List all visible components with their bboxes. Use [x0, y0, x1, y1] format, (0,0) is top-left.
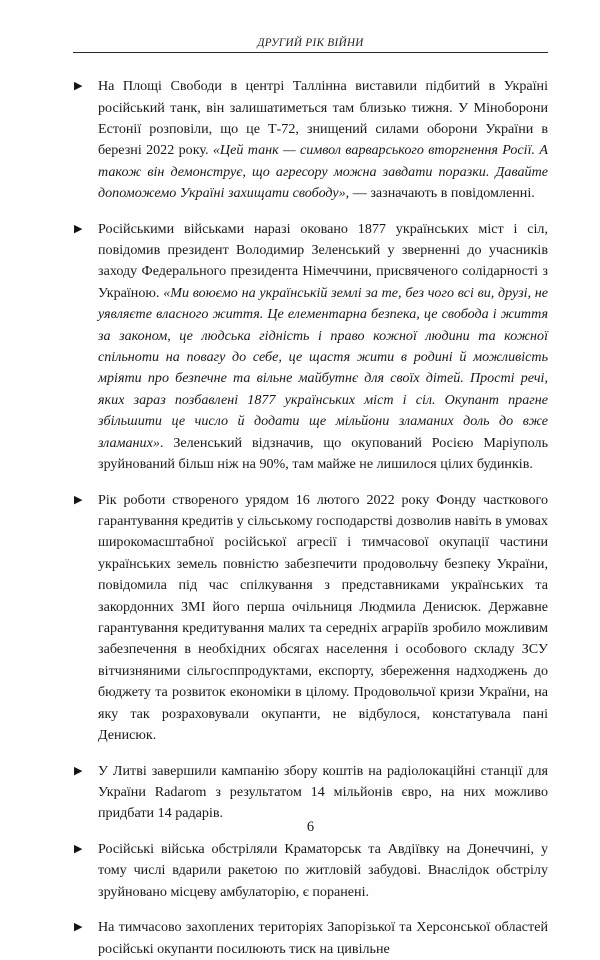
body-text: На Площі Свободи в центрі Таллінна виставили підбитий в Україні російський танк, він залишатиметься там близько тижня. У Міноборони Естонії розповіли, що це Т-72, знищений силами оборони України в березні 2022 року. — [98, 78, 548, 159]
header-rule — [73, 52, 548, 53]
bullet-item — [73, 76, 548, 204]
body-text: , — зазначають в повідомленні. — [345, 185, 535, 202]
triangle-bullet-icon: ▶ — [74, 80, 83, 93]
body-text: Російськими військами наразі оковано 1877 українських міст і сіл, повідомив президент Володимир Зеленський у зверненні до учасників заходу Федерального президента Німеччини, присвяченого солідарності з Україною. — [98, 220, 548, 301]
bullet-item — [73, 917, 548, 960]
bullet-item — [73, 839, 548, 903]
bullet-item — [73, 219, 548, 476]
body-text: Рік роботи створеного урядом 16 лютого 2022 року Фонду часткового гарантування кредитів у сільському господарстві дозволив навіть в умовах широкомасштабної російської агресії і тимчасової окупації частини українських земель повністю забезпечити продовольчу безпеку України, повідомила під час спілкування з представниками українських та закордонних ЗМІ його перша очільниця Людмила Денисюк. Державне гарантування кредитування малих та середніх аграріїв зробило можливим забезпечення в необхідних обсягах населення і особового складу ЗСУ вітчизняними сільгосппродуктами, експорту, збереження надходжень до бюджету та розвиток економіки в цілому. Продовольчої кризи України, на яку так розраховували окупанти, не відбулося, констатувала пані Денисюк. — [98, 491, 548, 744]
body-text: . Зеленський відзначив, що окупований Росією Маріуполь зруйнований більш ніж на 90%, там майже не лишилося цілих будинків. — [98, 434, 548, 473]
triangle-bullet-icon: ▶ — [74, 222, 83, 235]
quoted-italic-text: «Цей танк — символ варварського вторгнення Росії. А також він демонструє, що агресору можна завдати поразки. Давайте допоможемо Україні захищати свободу» — [98, 142, 548, 202]
quoted-italic-text: «Ми воюємо на українській землі за те, без чого всі ви, друзі, не уявляєте власного життя. Це елементарна безпека, це свобода і життя за законом, це людська гідність і право кожної людини та кожної спільноти на повагу до себе, це щастя жити в родині й можливість мріяти про безпечне та вільне майбутнє для своїх дітей. Прості речі, яких зараз позбавлені 1877 українських міст і сіл. Окупант прагне збільшити це число й додати ще мільйони зламаних доль до вже зламаних» — [98, 284, 548, 451]
bullet-item — [73, 761, 548, 825]
triangle-bullet-icon: ▶ — [74, 842, 83, 855]
running-head: ДРУГИЙ РІК ВІЙНИ — [257, 37, 364, 49]
page-number: 6 — [306, 819, 315, 835]
triangle-bullet-icon: ▶ — [74, 493, 83, 506]
bullet-item — [73, 490, 548, 747]
triangle-bullet-icon: ▶ — [74, 921, 83, 934]
body-text: На тимчасово захоплених територіях Запорізької та Херсонської областей російські окупанти посилюють тиск на цивільне — [98, 919, 548, 957]
body-text: Російські війська обстріляли Краматорськ та Авдіївку на Донеччині, у тому числі вдарили ракетою по житловій забудові. Внаслідок обстрілу зруйновано місцеву амбулаторію, є поранені. — [98, 840, 548, 900]
triangle-bullet-icon: ▶ — [74, 764, 83, 777]
body-text: У Литві завершили кампанію збору коштів на радіолокаційні станції для України Radarom з результатом 14 мільйонів євро, на них можливо придбати 14 радарів. — [98, 762, 548, 822]
